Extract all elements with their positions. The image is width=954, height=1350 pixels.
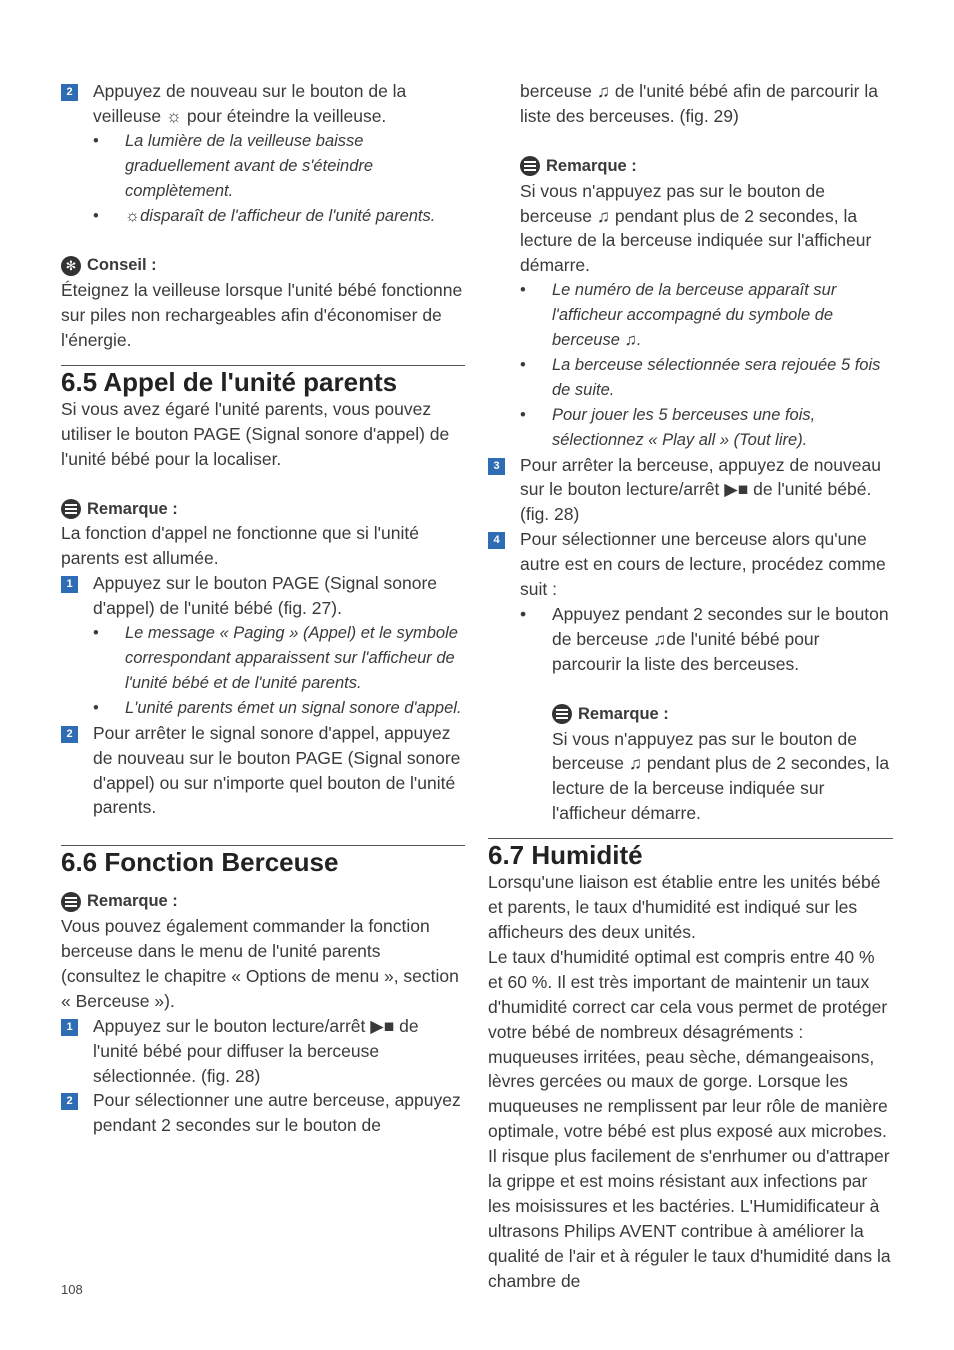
step-2	[61, 1088, 465, 1138]
note-text: Si vous n'appuyez pas sur le bouton de berceuse ♫ pendant plus de 2 secondes, la lecture de la berceuse indiquée sur l'afficheur démarre.	[520, 180, 872, 276]
list-item: • Le message « Paging » (Appel) et le symbole correspondant apparaissent sur l'afficheur de l'unité bébé et de l'unité parents.	[93, 624, 458, 692]
note-text: Vous pouvez également commander la fonction berceuse dans le menu de l'unité parents (consultez le chapitre « Options de menu », section « Berceuse »).	[61, 916, 459, 1011]
step-number: 2	[61, 726, 78, 743]
step-number: 1	[61, 1019, 78, 1036]
note-label: Remarque :	[87, 892, 178, 911]
step-text: Appuyez de nouveau sur le bouton de la veilleuse ☼ pour éteindre la veilleuse.	[93, 81, 407, 126]
tip-text: Éteignez la veilleuse lorsque l'unité bébé fonctionne sur piles non rechargeables afin d'économiser de l'énergie.	[61, 280, 463, 351]
section-6-6	[61, 845, 465, 1138]
paragraph: Lorsqu'une liaison est établie entre les unités bébé et parents, le taux d'humidité est indiqué sur les afficheurs des deux unités.	[488, 872, 881, 942]
paragraph: Si vous avez égaré l'unité parents, vous pouvez utiliser le bouton PAGE (Signal sonore d'appel) de l'unité bébé pour la localiser.	[61, 398, 450, 469]
step-text: Pour arrêter la berceuse, appuyez de nouveau sur le bouton lecture/arrêt ▶■ de l'unité bébé. (fig. 28)	[520, 454, 881, 525]
step-1	[61, 571, 465, 621]
section-title: 6.7 Humidité	[488, 840, 643, 871]
note-block	[488, 702, 893, 827]
tip-label: Conseil :	[87, 256, 157, 275]
list-item: • La lumière de la veilleuse baisse graduellement avant de s'éteindre complètement.	[93, 131, 374, 200]
step-1	[61, 1014, 465, 1089]
step-text: Appuyez sur le bouton lecture/arrêt ▶■ de l'unité bébé pour diffuser la berceuse sélectionnée. (fig. 28)	[93, 1015, 419, 1086]
step-text: Pour arrêter le signal sonore d'appel, appuyez de nouveau sur le bouton PAGE (Signal sonore d'appel) ou sur n'importe quel bouton de l'unité parents.	[93, 722, 461, 818]
paragraph: Le taux d'humidité optimal est compris entre 40 % et 60 %. Il est très important de maintenir un taux d'humidité correct car cela vous permet de protéger votre bébé de nombreux désagréments : muqueuses irritées, peau sèche, démangeaisons, lèvres gercées ou maux de gorge. Lorsque les muqueuses ne remplissent par leur rôle de manière optimale, votre bébé est plus exposé aux microbes. Il risque plus facilement de s'enrhumer ou d'attraper la grippe et est moins résistant aux infections par les moisissures et les bactéries. L'Humidificateur à ultrasons Philips AVENT contribue à améliorer la qualité de l'air et à réguler le taux d'humidité dans la chambre de	[488, 946, 891, 1291]
step-2	[61, 79, 465, 129]
page-number: 108	[61, 1282, 83, 1297]
note-label: Remarque :	[546, 156, 637, 175]
step-number: 4	[488, 532, 505, 549]
note-icon	[552, 704, 572, 724]
step-number: 2	[61, 84, 78, 101]
list-item: • L'unité parents émet un signal sonore d'appel.	[93, 698, 462, 717]
section-6-7	[488, 838, 893, 1293]
bullet-text: La berceuse sélectionnée sera rejouée 5 fois de suite.	[552, 355, 881, 399]
section-title: 6.5 Appel de l'unité parents	[61, 366, 398, 397]
list-item: • Le numéro de la berceuse apparaît sur l'afficheur accompagné du symbole de berceuse ♫.	[520, 281, 837, 350]
note-label: Remarque :	[87, 499, 178, 518]
step-number: 1	[61, 576, 78, 593]
tip-heading	[61, 253, 465, 278]
note-heading	[552, 702, 893, 727]
left-column	[61, 79, 465, 1138]
list-item: • Pour jouer les 5 berceuses une fois, sélectionnez « Play all » (Tout lire).	[520, 405, 816, 449]
list-item: • Appuyez pendant 2 secondes sur le bouton de berceuse ♫de l'unité bébé pour parcourir la liste des berceuses.	[520, 604, 889, 674]
note-heading	[61, 497, 465, 522]
bullet-text: La lumière de la veilleuse baisse graduellement avant de s'éteindre complètement.	[125, 131, 374, 200]
note-icon	[61, 499, 81, 519]
step-number: 3	[488, 458, 505, 475]
section-6-5	[61, 365, 465, 820]
bullet-text: L'unité parents émet un signal sonore d'appel.	[125, 698, 462, 717]
note-heading	[61, 889, 465, 914]
bullet-text: Appuyez pendant 2 secondes sur le bouton de berceuse ♫de l'unité bébé pour parcourir la liste des berceuses.	[552, 604, 889, 674]
section-title: 6.6 Fonction Berceuse	[61, 847, 339, 878]
step-text: Pour sélectionner une autre berceuse, appuyez pendant 2 secondes sur le bouton de	[93, 1090, 461, 1136]
bullet-text: Pour jouer les 5 berceuses une fois, sélectionnez « Play all » (Tout lire).	[552, 405, 816, 449]
note-label: Remarque :	[578, 704, 669, 723]
note-icon	[61, 892, 81, 912]
right-column	[488, 79, 893, 1294]
step-text: berceuse ♫ de l'unité bébé afin de parcourir la liste des berceuses. (fig. 29)	[520, 81, 878, 126]
tip-icon: ✻	[61, 256, 81, 276]
note-block	[488, 154, 893, 279]
note-heading	[520, 154, 893, 179]
list-item: • ☼disparaît de l'afficheur de l'unité parents.	[93, 206, 436, 225]
note-icon	[520, 156, 540, 176]
step-text: Pour sélectionner une berceuse alors qu'une autre est en cours de lecture, procédez comme suit :	[520, 529, 886, 600]
list-item: • La berceuse sélectionnée sera rejouée 5 fois de suite.	[520, 355, 881, 399]
bullet-text: Le numéro de la berceuse apparaît sur l'afficheur accompagné du symbole de berceuse ♫.	[552, 281, 837, 350]
step-4	[488, 527, 893, 602]
bullet-text: Le message « Paging » (Appel) et le symbole correspondant apparaissent sur l'afficheur de l'unité bébé et de l'unité parents.	[125, 624, 458, 692]
bullet-text: ☼disparaît de l'afficheur de l'unité parents.	[125, 206, 436, 225]
step-text: Appuyez sur le bouton PAGE (Signal sonore d'appel) de l'unité bébé (fig. 27).	[93, 573, 438, 619]
note-text: Si vous n'appuyez pas sur le bouton de berceuse ♫ pendant plus de 2 secondes, la lecture de la berceuse indiquée sur l'afficheur démarre.	[552, 728, 890, 824]
step-2	[61, 721, 465, 821]
note-text: La fonction d'appel ne fonctionne que si l'unité parents est allumée.	[61, 523, 419, 569]
step-3	[488, 453, 893, 528]
step-continuation	[488, 79, 893, 129]
step-number: 2	[61, 1093, 78, 1110]
